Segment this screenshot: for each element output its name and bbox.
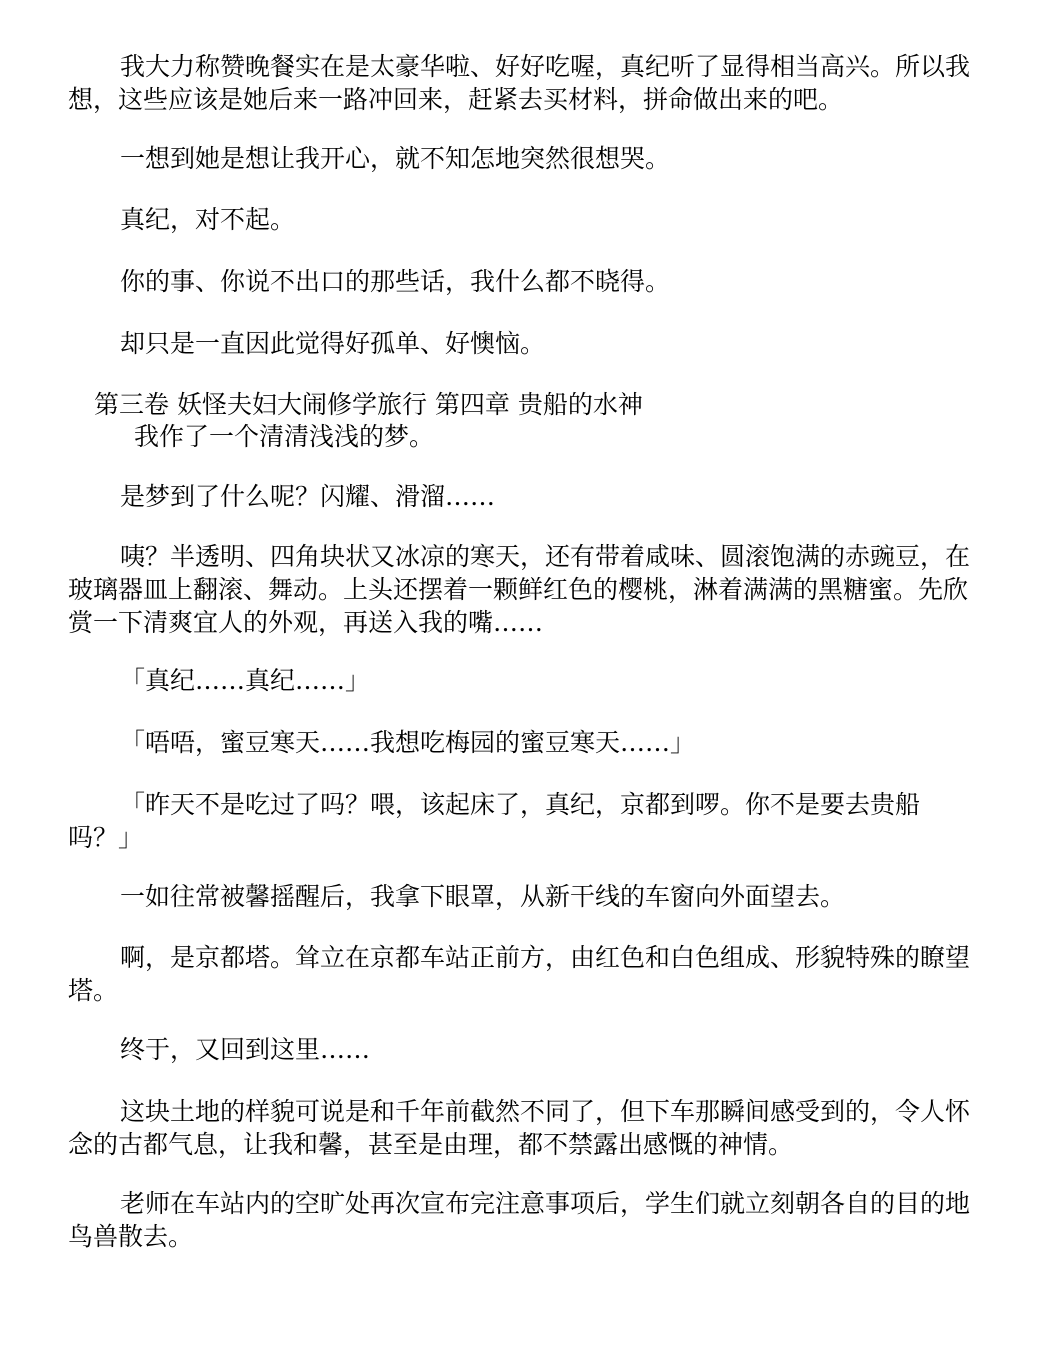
paragraph: 这块土地的样貌可说是和千年前截然不同了，但下车那瞬间感受到的，令人怀念的古都气息，让我和馨，甚至是由理，都不禁露出感慨的神情。 [68, 1097, 971, 1159]
paragraph: 咦？半透明、四角块状又冰凉的寒天，还有带着咸味、圆滚饱满的赤豌豆，在玻璃器皿上翻滚、舞动。上头还摆着一颗鲜红色的樱桃，淋着满满的黑糖蜜。先欣赏一下清爽宜人的外观，再送入我的嘴…… [68, 542, 971, 637]
paragraph: 我大力称赞晚餐实在是太豪华啦、好好吃喔，真纪听了显得相当高兴。所以我想，这些应该是她后来一路冲回来，赶紧去买材料，拼命做出来的吧。 [68, 52, 971, 114]
paragraph: 老师在车站内的空旷处再次宣布完注意事项后，学生们就立刻朝各自的目的地鸟兽散去。 [68, 1189, 971, 1251]
paragraph: 「唔唔，蜜豆寒天……我想吃梅园的蜜豆寒天……」 [120, 728, 696, 757]
paragraph: 却只是一直因此觉得好孤单、好懊恼。 [120, 329, 546, 358]
paragraph: 「昨天不是吃过了吗？喂，该起床了，真纪，京都到啰。你不是要去贵船吗？」 [68, 790, 921, 852]
chapter-first-line: 我作了一个清清浅浅的梦。 [134, 422, 435, 451]
paragraph: 真纪，对不起。 [120, 205, 296, 234]
paragraph: 啊，是京都塔。耸立在京都车站正前方，由红色和白色组成、形貌特殊的瞭望塔。 [68, 943, 971, 1005]
paragraph: 是梦到了什么呢？闪耀、滑溜…… [120, 482, 496, 511]
paragraph: 终于，又回到这里…… [120, 1035, 371, 1064]
chapter-heading: 第三卷 妖怪夫妇大闹修学旅行 第四章 贵船的水神 [94, 390, 643, 419]
paragraph: 你的事、你说不出口的那些话，我什么都不晓得。 [120, 267, 671, 296]
paragraph: 一如往常被馨摇醒后，我拿下眼罩，从新干线的车窗向外面望去。 [120, 882, 846, 911]
paragraph: 一想到她是想让我开心，就不知怎地突然很想哭。 [120, 144, 671, 173]
paragraph: 「真纪……真纪……」 [120, 666, 371, 695]
